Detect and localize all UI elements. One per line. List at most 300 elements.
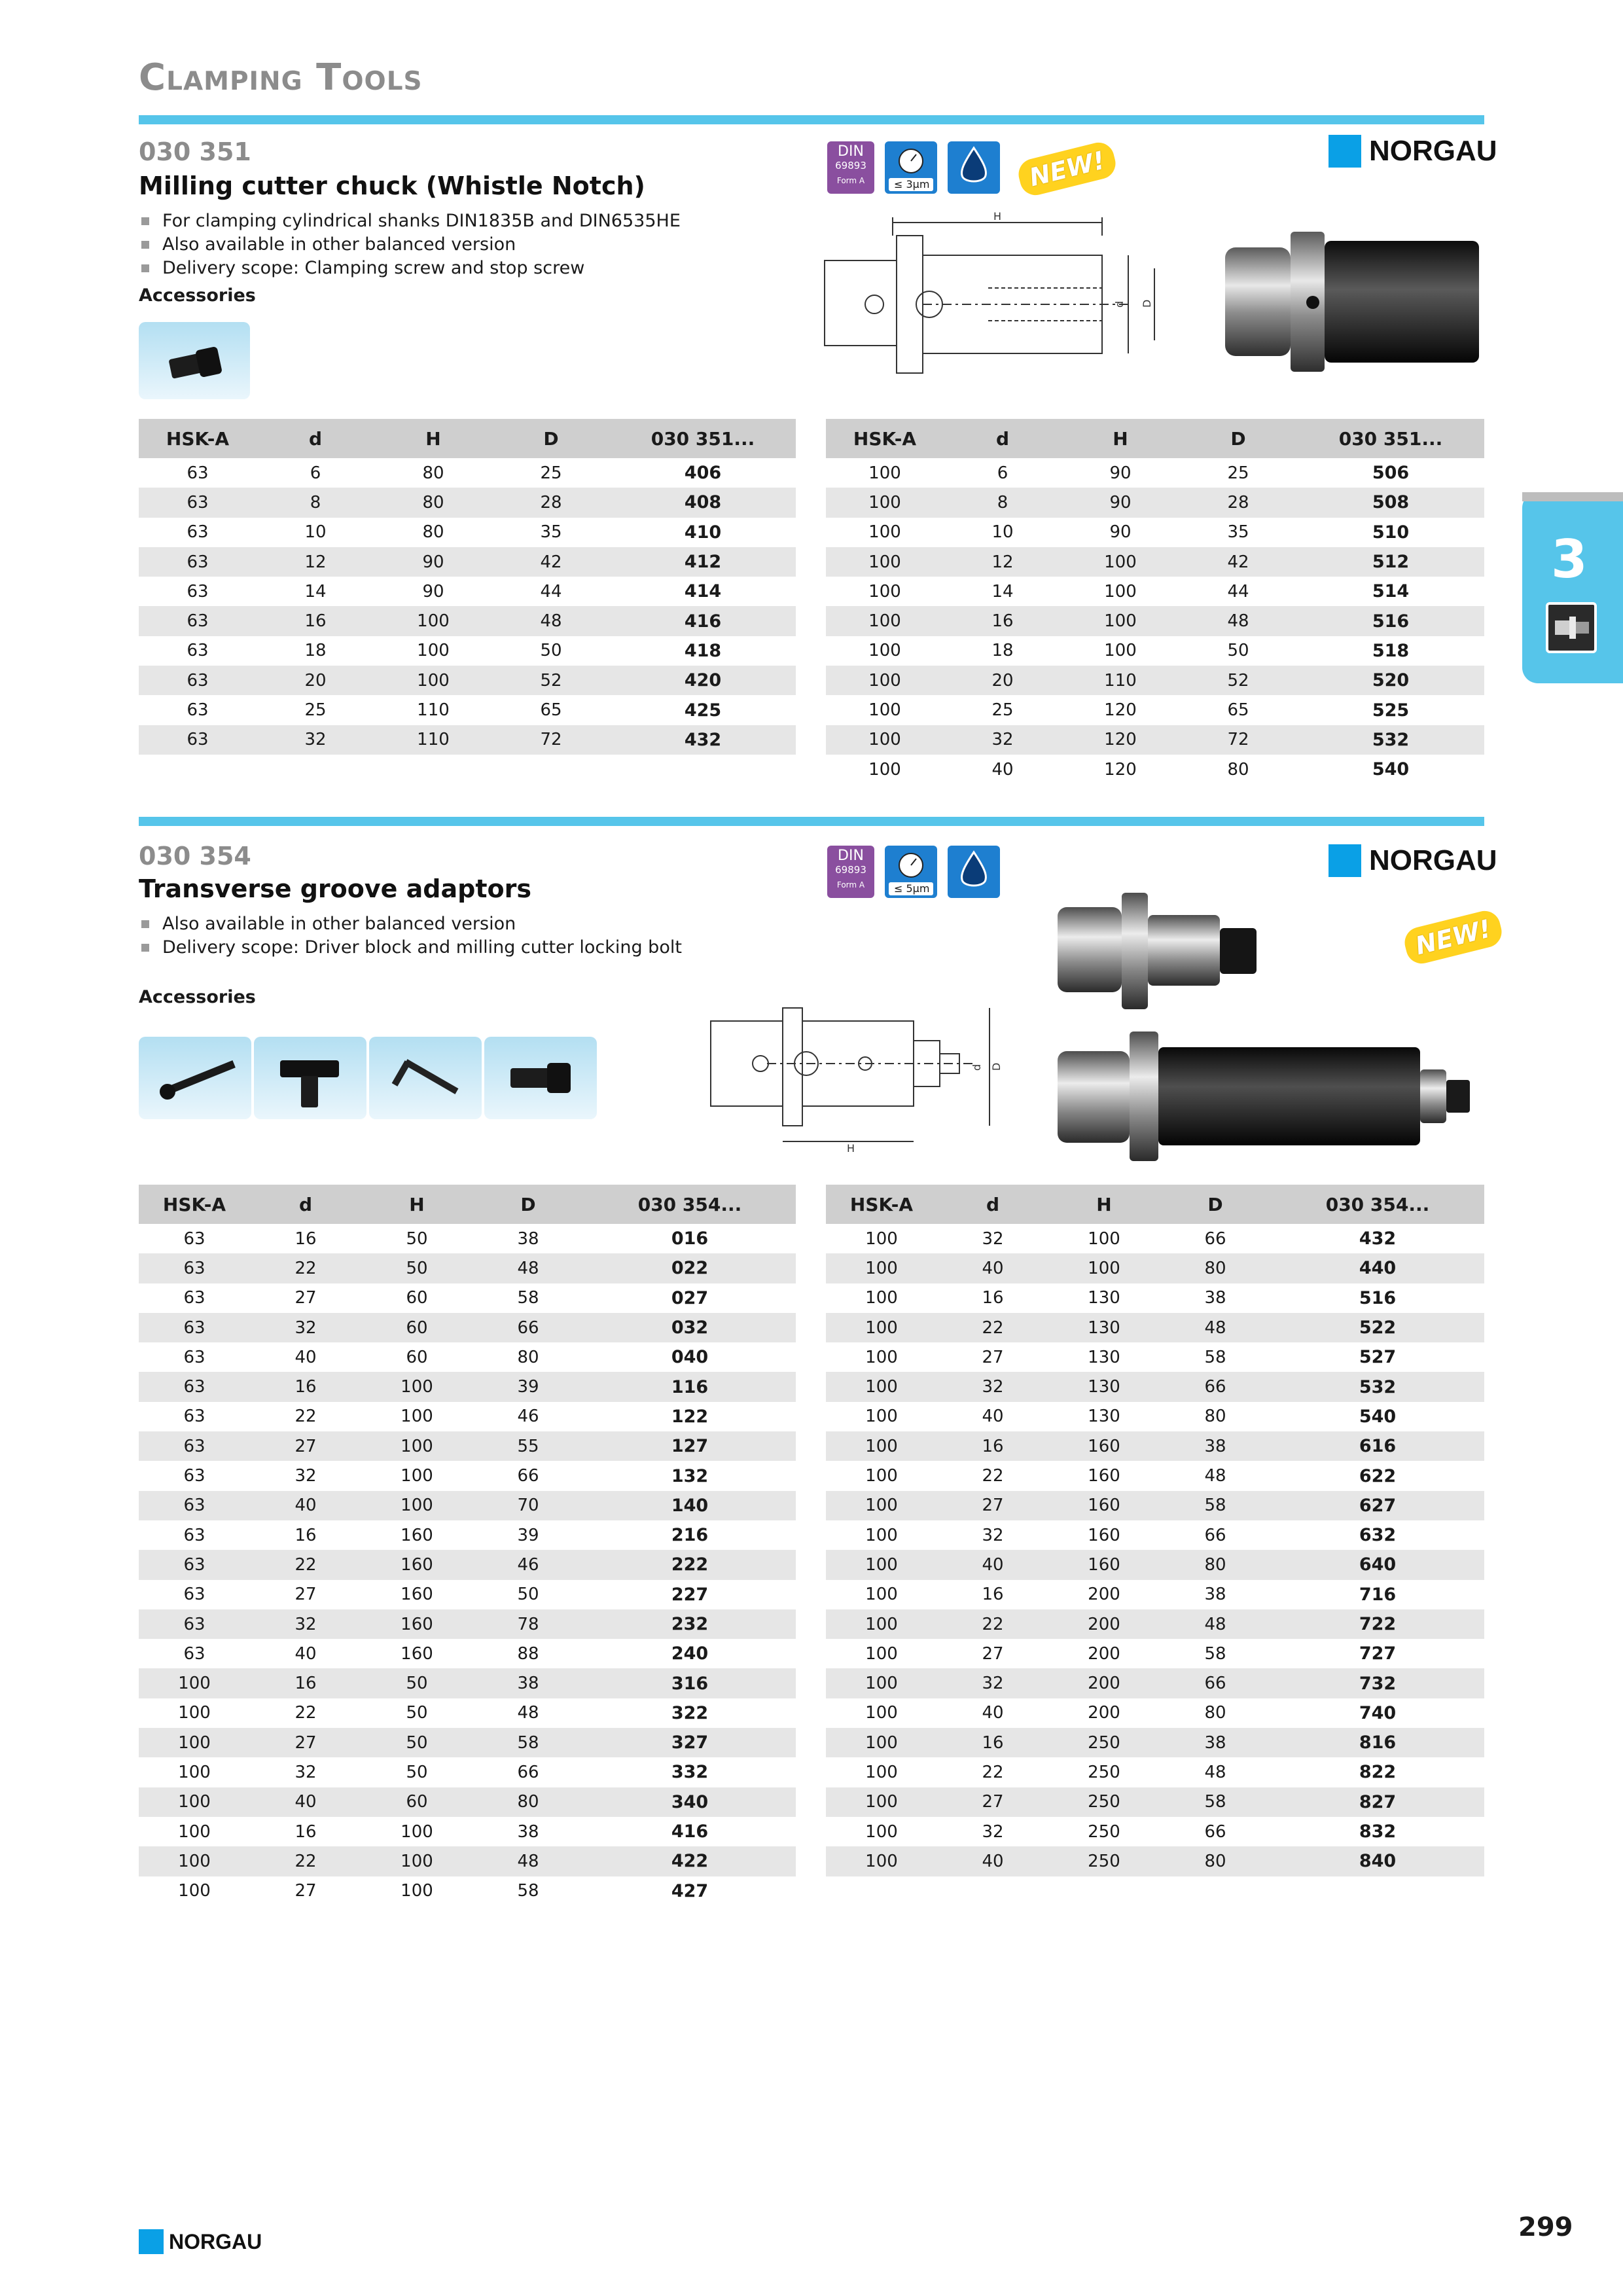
article-number-cell: 132 xyxy=(584,1461,796,1490)
article-number-cell: 532 xyxy=(1297,725,1484,755)
section-1-bullets xyxy=(139,209,681,280)
table-cell: 120 xyxy=(1061,695,1179,725)
table-cell: 100 xyxy=(826,1402,937,1431)
table-cell: 66 xyxy=(1160,1224,1271,1253)
page-number: 299 xyxy=(1518,2212,1573,2242)
accessory-driver-block-image xyxy=(254,1037,366,1119)
table-cell: 100 xyxy=(139,1668,250,1698)
table-cell: 63 xyxy=(139,636,257,666)
table-row xyxy=(826,1372,1484,1401)
table-cell: 100 xyxy=(826,1283,937,1313)
table-row xyxy=(139,1787,796,1817)
table-cell: 42 xyxy=(492,547,610,577)
brand-name: NORGAU xyxy=(169,2229,262,2253)
table-cell: 39 xyxy=(473,1520,584,1550)
article-number-cell: 232 xyxy=(584,1609,796,1639)
table-cell: 100 xyxy=(139,1728,250,1757)
table-row xyxy=(826,1550,1484,1579)
table-cell: 100 xyxy=(139,1757,250,1787)
col-d: d xyxy=(257,419,374,458)
table-cell: 50 xyxy=(361,1224,473,1253)
dimension-H: H xyxy=(993,210,1002,223)
col-article: 030 354... xyxy=(1271,1185,1484,1224)
chapter-tab-rule xyxy=(1522,492,1623,501)
article-number-cell: 222 xyxy=(584,1550,796,1579)
article-number-cell: 518 xyxy=(1297,636,1484,666)
product-photo-long-adaptor xyxy=(1055,1028,1474,1165)
table-cell: 38 xyxy=(1160,1431,1271,1461)
table-cell: 44 xyxy=(492,577,610,606)
table-cell: 32 xyxy=(937,1372,1048,1401)
table-cell: 63 xyxy=(139,488,257,517)
table-cell: 25 xyxy=(944,695,1061,725)
article-number-cell: 522 xyxy=(1271,1313,1484,1342)
table-row xyxy=(139,1520,796,1550)
table-cell: 80 xyxy=(374,458,492,488)
table-row xyxy=(139,695,796,725)
table-row xyxy=(826,1283,1484,1313)
din-norm: 69893 xyxy=(835,864,866,876)
article-number-cell: 227 xyxy=(584,1580,796,1609)
table-cell: 80 xyxy=(473,1342,584,1372)
table-cell: 100 xyxy=(361,1372,473,1401)
table-cell: 22 xyxy=(250,1846,361,1876)
bullet: Also available in other balanced version xyxy=(139,912,682,936)
din-69893-badge xyxy=(827,846,874,898)
table-cell: 100 xyxy=(374,636,492,666)
article-number-cell: 520 xyxy=(1297,666,1484,695)
table-cell: 63 xyxy=(139,1639,250,1668)
table-cell: 100 xyxy=(361,1402,473,1431)
article-number-cell: 622 xyxy=(1271,1461,1484,1490)
article-number-cell: 410 xyxy=(610,518,796,547)
col-article: 030 351... xyxy=(610,419,796,458)
table-row xyxy=(139,1313,796,1342)
table-cell: 48 xyxy=(1160,1609,1271,1639)
table-cell: 16 xyxy=(250,1668,361,1698)
new-badge: NEW! xyxy=(1015,139,1118,198)
article-number-cell: 832 xyxy=(1271,1817,1484,1846)
table-cell: 100 xyxy=(826,1728,937,1757)
table-cell: 100 xyxy=(826,547,944,577)
table-cell: 120 xyxy=(1061,755,1179,784)
article-number-cell: 416 xyxy=(584,1817,796,1846)
table-cell: 60 xyxy=(361,1787,473,1817)
table-cell: 16 xyxy=(250,1520,361,1550)
col-hsk-a: HSK-A xyxy=(139,1185,250,1224)
table-cell: 160 xyxy=(1048,1491,1160,1520)
section-2-bullets xyxy=(139,912,682,960)
table-cell: 32 xyxy=(937,1520,1048,1550)
table-cell: 160 xyxy=(361,1520,473,1550)
table-row xyxy=(826,1520,1484,1550)
footer-brand-logo xyxy=(139,2229,262,2255)
table-cell: 48 xyxy=(492,606,610,636)
article-number-cell: 216 xyxy=(584,1520,796,1550)
table-cell: 58 xyxy=(1160,1787,1271,1817)
table-cell: 100 xyxy=(826,518,944,547)
article-number-cell: 332 xyxy=(584,1757,796,1787)
table-cell: 10 xyxy=(944,518,1061,547)
table-cell: 27 xyxy=(250,1431,361,1461)
table-row xyxy=(826,1461,1484,1490)
table-cell: 40 xyxy=(250,1639,361,1668)
table-cell: 80 xyxy=(374,488,492,517)
table-cell: 60 xyxy=(361,1342,473,1372)
table-cell: 27 xyxy=(937,1639,1048,1668)
table-cell: 63 xyxy=(139,1491,250,1520)
table-cell: 100 xyxy=(826,1757,937,1787)
table-cell: 14 xyxy=(944,577,1061,606)
table-cell: 52 xyxy=(1179,666,1297,695)
chuck-icon xyxy=(1546,602,1597,653)
table-cell: 66 xyxy=(1160,1668,1271,1698)
col-d: d xyxy=(937,1185,1048,1224)
table-cell: 63 xyxy=(139,547,257,577)
table-cell: 100 xyxy=(826,1668,937,1698)
header-rule xyxy=(139,115,1484,124)
table-cell: 22 xyxy=(250,1550,361,1579)
bullet: Delivery scope: Driver block and milling cutter locking bolt xyxy=(139,936,682,960)
table-cell: 66 xyxy=(1160,1817,1271,1846)
section-1-table-left xyxy=(139,419,796,755)
table-cell: 110 xyxy=(374,695,492,725)
gauge-icon xyxy=(885,141,937,194)
table-cell: 16 xyxy=(937,1728,1048,1757)
table-row xyxy=(826,577,1484,606)
table-cell: 52 xyxy=(492,666,610,695)
article-number-cell: 540 xyxy=(1271,1402,1484,1431)
table-cell: 40 xyxy=(937,1402,1048,1431)
table-cell: 63 xyxy=(139,1372,250,1401)
table-row xyxy=(826,1668,1484,1698)
table-cell: 38 xyxy=(1160,1728,1271,1757)
table-cell: 100 xyxy=(361,1876,473,1906)
technical-drawing-groove-adaptor xyxy=(702,1001,1009,1152)
table-row xyxy=(139,1461,796,1490)
section-1-accessories-label: Accessories xyxy=(139,285,256,306)
table-cell: 48 xyxy=(473,1846,584,1876)
table-cell: 63 xyxy=(139,1253,250,1283)
table-cell: 160 xyxy=(361,1639,473,1668)
table-cell: 58 xyxy=(1160,1491,1271,1520)
table-cell: 32 xyxy=(257,725,374,755)
table-row xyxy=(826,518,1484,547)
table-cell: 100 xyxy=(826,1372,937,1401)
article-number-cell: 116 xyxy=(584,1372,796,1401)
table-cell: 66 xyxy=(473,1757,584,1787)
table-row xyxy=(139,1431,796,1461)
table-cell: 80 xyxy=(1179,755,1297,784)
table-cell: 63 xyxy=(139,1224,250,1253)
article-number-cell: 510 xyxy=(1297,518,1484,547)
brand-square xyxy=(1329,844,1361,877)
table-cell: 100 xyxy=(826,606,944,636)
table-cell: 16 xyxy=(937,1431,1048,1461)
table-cell: 100 xyxy=(826,695,944,725)
table-cell: 40 xyxy=(250,1787,361,1817)
article-number-cell: 140 xyxy=(584,1491,796,1520)
table-cell: 40 xyxy=(937,1698,1048,1728)
table-header-row xyxy=(826,419,1484,458)
table-cell: 44 xyxy=(1179,577,1297,606)
table-cell: 90 xyxy=(374,547,492,577)
section-2-table-right xyxy=(826,1185,1484,1876)
section-2-rule xyxy=(139,817,1484,826)
table-cell: 63 xyxy=(139,1431,250,1461)
table-cell: 38 xyxy=(1160,1283,1271,1313)
table-cell: 130 xyxy=(1048,1313,1160,1342)
col-article: 030 354... xyxy=(584,1185,796,1224)
table-cell: 42 xyxy=(1179,547,1297,577)
table-cell: 46 xyxy=(473,1402,584,1431)
dimension-H: H xyxy=(847,1142,855,1152)
table-cell: 63 xyxy=(139,725,257,755)
table-row xyxy=(826,1787,1484,1817)
table-cell: 38 xyxy=(1160,1580,1271,1609)
article-number-cell: 420 xyxy=(610,666,796,695)
table-cell: 50 xyxy=(361,1253,473,1283)
table-cell: 63 xyxy=(139,1520,250,1550)
table-header-row xyxy=(826,1185,1484,1224)
table-cell: 120 xyxy=(1061,725,1179,755)
article-number-cell: 525 xyxy=(1297,695,1484,725)
table-cell: 27 xyxy=(250,1728,361,1757)
table-cell: 16 xyxy=(257,606,374,636)
table-cell: 32 xyxy=(937,1817,1048,1846)
table-cell: 100 xyxy=(826,577,944,606)
table-row xyxy=(826,1846,1484,1876)
section-1-title: Milling cutter chuck (Whistle Notch) xyxy=(139,171,645,200)
table-cell: 100 xyxy=(361,1817,473,1846)
table-row xyxy=(139,1342,796,1372)
article-number-cell: 032 xyxy=(584,1313,796,1342)
table-row xyxy=(139,1817,796,1846)
table-cell: 100 xyxy=(826,1342,937,1372)
product-photo-short-adaptor xyxy=(1055,889,1264,1013)
table-cell: 88 xyxy=(473,1639,584,1668)
table-cell: 22 xyxy=(250,1402,361,1431)
table-cell: 160 xyxy=(361,1609,473,1639)
article-number-cell: 432 xyxy=(610,725,796,755)
article-number-cell: 416 xyxy=(610,606,796,636)
brand-logo xyxy=(1329,135,1497,170)
table-cell: 100 xyxy=(361,1461,473,1490)
dimension-D: D xyxy=(1141,299,1153,308)
table-cell: 100 xyxy=(1061,577,1179,606)
chapter-number: 3 xyxy=(1551,529,1588,590)
table-row xyxy=(139,1639,796,1668)
article-number-cell: 722 xyxy=(1271,1609,1484,1639)
table-row xyxy=(139,1402,796,1431)
table-cell: 48 xyxy=(473,1698,584,1728)
table-row xyxy=(826,1817,1484,1846)
table-row xyxy=(139,1253,796,1283)
table-row xyxy=(826,1728,1484,1757)
table-row xyxy=(826,755,1484,784)
table-cell: 100 xyxy=(139,1698,250,1728)
table-cell: 16 xyxy=(937,1283,1048,1313)
article-number-cell: 640 xyxy=(1271,1550,1484,1579)
section-2-accessories-label: Accessories xyxy=(139,987,256,1007)
table-row xyxy=(139,1550,796,1579)
table-cell: 72 xyxy=(1179,725,1297,755)
article-number-cell: 122 xyxy=(584,1402,796,1431)
din-69893-badge xyxy=(827,141,874,194)
table-cell: 63 xyxy=(139,1283,250,1313)
table-cell: 90 xyxy=(374,577,492,606)
table-row xyxy=(826,458,1484,488)
table-cell: 160 xyxy=(361,1580,473,1609)
accessory-clamping-screw-image xyxy=(139,322,250,399)
table-cell: 50 xyxy=(361,1698,473,1728)
table-cell: 63 xyxy=(139,1580,250,1609)
table-cell: 28 xyxy=(492,488,610,517)
article-number-cell: 322 xyxy=(584,1698,796,1728)
col-d: d xyxy=(250,1185,361,1224)
table-cell: 58 xyxy=(1160,1639,1271,1668)
table-cell: 70 xyxy=(473,1491,584,1520)
table-cell: 72 xyxy=(492,725,610,755)
section-2-code: 030 354 xyxy=(139,842,251,870)
din-norm: 69893 xyxy=(835,160,866,171)
table-cell: 100 xyxy=(374,666,492,695)
table-row xyxy=(139,606,796,636)
table-cell: 14 xyxy=(257,577,374,606)
table-cell: 58 xyxy=(1160,1342,1271,1372)
table-cell: 66 xyxy=(1160,1372,1271,1401)
table-cell: 110 xyxy=(1061,666,1179,695)
table-cell: 32 xyxy=(937,1668,1048,1698)
new-badge: NEW! xyxy=(1401,908,1505,967)
table-cell: 63 xyxy=(139,606,257,636)
dimension-d: d xyxy=(1113,300,1126,308)
section-1-code: 030 351 xyxy=(139,137,251,166)
table-cell: 63 xyxy=(139,1609,250,1639)
article-number-cell: 016 xyxy=(584,1224,796,1253)
table-cell: 80 xyxy=(1160,1698,1271,1728)
table-cell: 66 xyxy=(473,1461,584,1490)
table-cell: 40 xyxy=(937,1550,1048,1579)
table-cell: 12 xyxy=(257,547,374,577)
table-cell: 100 xyxy=(826,1520,937,1550)
coolant-drop-icon xyxy=(948,846,1000,898)
table-cell: 63 xyxy=(139,1550,250,1579)
table-header-row xyxy=(139,419,796,458)
page-title: Clamping Tools xyxy=(139,56,423,99)
table-cell: 65 xyxy=(1179,695,1297,725)
table-row xyxy=(139,636,796,666)
col-hsk-a: HSK-A xyxy=(826,1185,937,1224)
table-cell: 78 xyxy=(473,1609,584,1639)
table-cell: 60 xyxy=(361,1283,473,1313)
table-row xyxy=(139,577,796,606)
article-number-cell: 412 xyxy=(610,547,796,577)
col-d: d xyxy=(944,419,1061,458)
dimension-D: D xyxy=(990,1062,1003,1071)
technical-drawing-milling-chuck xyxy=(821,209,1170,393)
table-cell: 200 xyxy=(1048,1580,1160,1609)
table-cell: 63 xyxy=(139,695,257,725)
table-cell: 58 xyxy=(473,1283,584,1313)
gauge-icon xyxy=(885,846,937,898)
table-cell: 100 xyxy=(826,1253,937,1283)
bullet: Delivery scope: Clamping screw and stop screw xyxy=(139,257,681,280)
table-cell: 27 xyxy=(937,1342,1048,1372)
table-row xyxy=(826,1342,1484,1372)
table-cell: 63 xyxy=(139,458,257,488)
article-number-cell: 418 xyxy=(610,636,796,666)
table-row xyxy=(826,1224,1484,1253)
table-cell: 38 xyxy=(473,1817,584,1846)
table-cell: 100 xyxy=(1061,636,1179,666)
article-number-cell: 532 xyxy=(1271,1372,1484,1401)
article-number-cell: 408 xyxy=(610,488,796,517)
table-cell: 48 xyxy=(1160,1461,1271,1490)
col-h: H xyxy=(374,419,492,458)
table-cell: 250 xyxy=(1048,1757,1160,1787)
table-cell: 40 xyxy=(944,755,1061,784)
table-row xyxy=(826,1580,1484,1609)
table-cell: 16 xyxy=(250,1372,361,1401)
table-cell: 100 xyxy=(826,1461,937,1490)
article-number-cell: 827 xyxy=(1271,1787,1484,1817)
table-cell: 100 xyxy=(826,1817,937,1846)
table-cell: 16 xyxy=(250,1224,361,1253)
accessory-screw-image xyxy=(484,1037,597,1119)
article-number-cell: 508 xyxy=(1297,488,1484,517)
table-cell: 250 xyxy=(1048,1728,1160,1757)
tolerance-label: ≤ 5µm xyxy=(894,882,930,895)
table-row xyxy=(139,1224,796,1253)
table-cell: 100 xyxy=(139,1787,250,1817)
table-cell: 50 xyxy=(361,1728,473,1757)
col-big-d: D xyxy=(473,1185,584,1224)
table-cell: 22 xyxy=(250,1253,361,1283)
table-cell: 100 xyxy=(826,1787,937,1817)
table-cell: 12 xyxy=(944,547,1061,577)
article-number-cell: 316 xyxy=(584,1668,796,1698)
table-cell: 27 xyxy=(250,1580,361,1609)
table-cell: 60 xyxy=(361,1313,473,1342)
table-cell: 6 xyxy=(944,458,1061,488)
col-h: H xyxy=(1048,1185,1160,1224)
table-cell: 130 xyxy=(1048,1283,1160,1313)
article-number-cell: 022 xyxy=(584,1253,796,1283)
section-1-table-right xyxy=(826,419,1484,784)
table-row xyxy=(826,606,1484,636)
table-row xyxy=(826,1609,1484,1639)
product-photo-milling-chuck xyxy=(1221,221,1483,382)
article-number-cell: 716 xyxy=(1271,1580,1484,1609)
coolant-drop-icon xyxy=(948,141,1000,194)
table-row xyxy=(139,518,796,547)
col-big-d: D xyxy=(1160,1185,1271,1224)
table-cell: 100 xyxy=(826,1698,937,1728)
table-cell: 80 xyxy=(1160,1402,1271,1431)
table-cell: 100 xyxy=(826,1550,937,1579)
tolerance-label: ≤ 3µm xyxy=(894,178,930,190)
table-row xyxy=(139,1283,796,1313)
table-row xyxy=(139,488,796,517)
table-cell: 66 xyxy=(1160,1520,1271,1550)
table-row xyxy=(826,1253,1484,1283)
article-number-cell: 516 xyxy=(1271,1283,1484,1313)
table-row xyxy=(139,1757,796,1787)
table-cell: 50 xyxy=(1179,636,1297,666)
table-cell: 22 xyxy=(937,1313,1048,1342)
table-cell: 40 xyxy=(937,1253,1048,1283)
